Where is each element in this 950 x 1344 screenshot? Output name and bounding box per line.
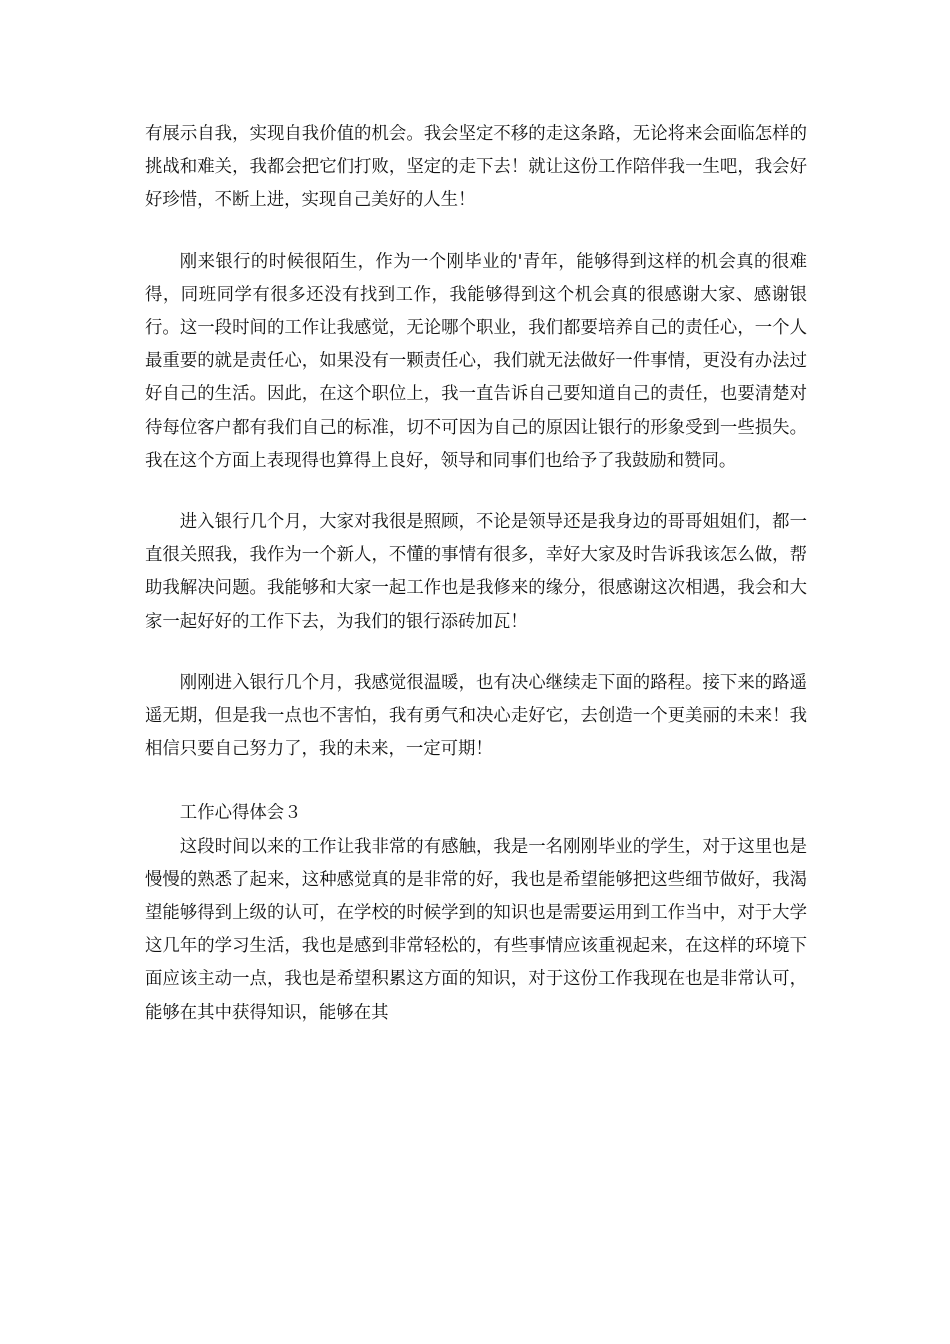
paragraph-gap — [145, 218, 807, 246]
document-body — [145, 118, 807, 1030]
section-paragraph: 这段时间以来的工作让我非常的有感触，我是一名刚刚毕业的学生，对于这里也是慢慢的熟悉了起来，这种感觉真的是非常的好，我也是希望能够把这些细节做好，我渴望能够得到上级的认可，在学校的时候学到的知识也是需要运用到工作当中，对于大学这几年的学习生活，我也是感到非常轻松的，有些事情应该重视起来，在这样的环境下面应该主动一点，我也是希望积累这方面的知识，对于这份工作我现在也是非常认可，能够在其中获得知识，能够在其 — [145, 836, 807, 1023]
paragraph-bank-start: 刚来银行的时候很陌生，作为一个刚毕业的'青年，能够得到这样的机会真的很难得，同班同学有很多还没有找到工作，我能够得到这个机会真的很感谢大家、感谢银行。这一段时间的工作让我感觉，无论哪个职业，我们都要培养自己的责任心，一个人最重要的就是责任心，如果没有一颗责任心，我们就无法做好一件事情，更没有办法过好自己的生活。因此，在这个职位上，我一直告诉自己要知道自己的责任，也要清楚对待每位客户都有我们自己的标准，切不可因为自己的原因让银行的形象受到一些损失。我在这个方面上表现得也算得上良好，领导和同事们也给予了我鼓励和赞同。 — [145, 251, 807, 471]
paragraph-gap — [145, 639, 807, 667]
paragraph-gap — [145, 766, 807, 797]
paragraph-gap — [145, 478, 807, 506]
paragraph-continuation: 有展示自我，实现自我价值的机会。我会坚定不移的走这条路，无论将来会面临怎样的挑战和难关，我都会把它们打败，坚定的走下去！就让这份工作陪伴我一生吧，我会好好珍惜，不断上进，实现自己美好的人生！ — [145, 124, 807, 211]
paragraph-future: 刚刚进入银行几个月，我感觉很温暖，也有决心继续走下面的路程。接下来的路遥遥无期，但是我一点也不害怕，我有勇气和决心走好它，去创造一个更美丽的未来！我相信只要自己努力了，我的未来，一定可期！ — [145, 672, 807, 760]
paragraph-colleagues: 进入银行几个月，大家对我很是照顾，不论是领导还是我身边的哥哥姐姐们，都一直很关照我，我作为一个新人，不懂的事情有很多，幸好大家及时告诉我该怎么做，帮助我解决问题。我能够和大家一起工作也是我修来的缘分，很感谢这次相遇，我会和大家一起好好的工作下去，为我们的银行添砖加瓦！ — [145, 512, 807, 632]
section-heading: 工作心得体会３ — [179, 803, 302, 824]
